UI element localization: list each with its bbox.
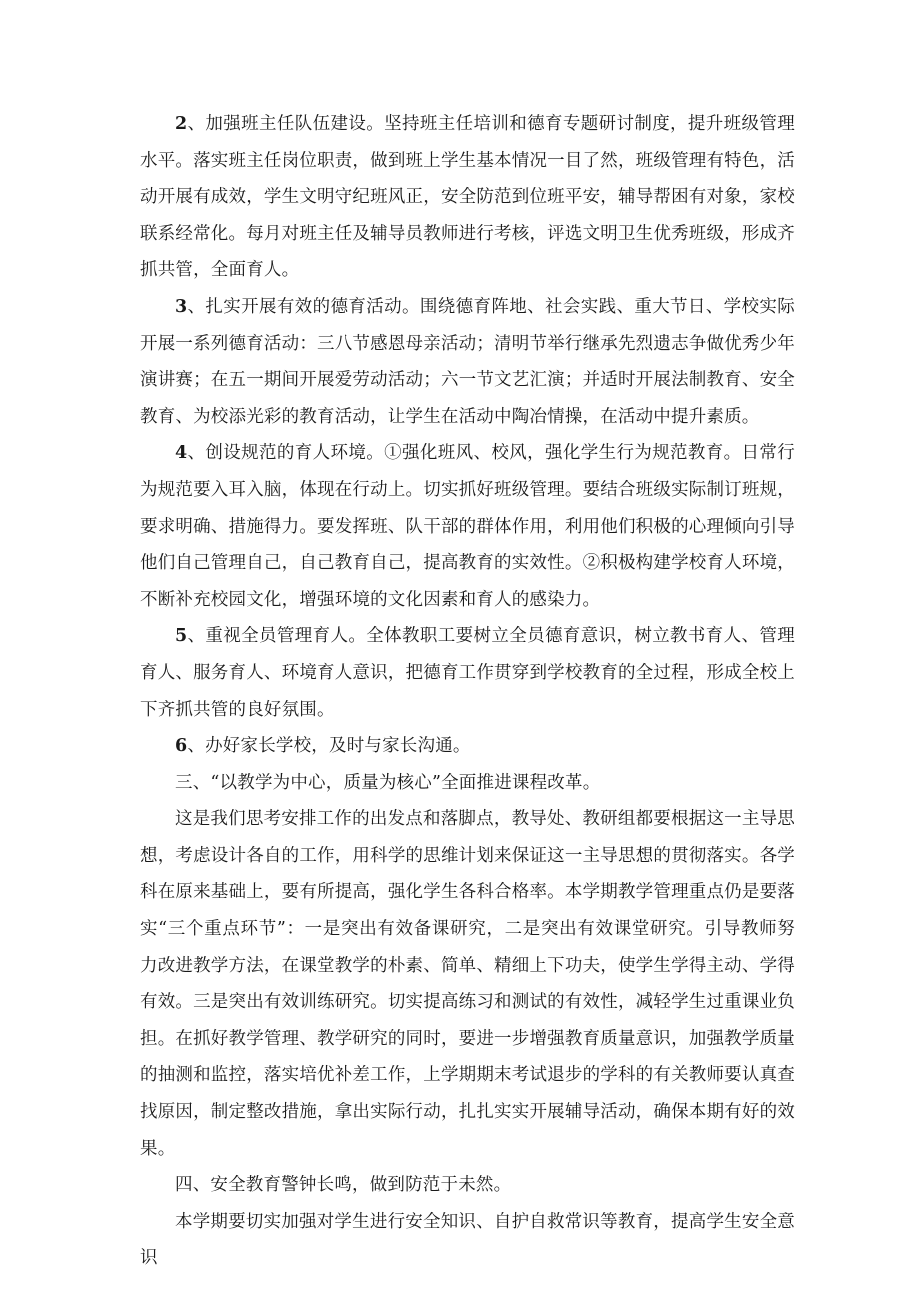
paragraph-safety	[140, 1204, 795, 1277]
item-number: 2	[175, 114, 188, 134]
paragraph-teaching	[140, 801, 795, 1167]
paragraph-text: 本学期要切实加强对学生进行安全知识、自护自救常识等教育，提高学生安全意识	[140, 1211, 795, 1269]
paragraph-text: 、扎实开展有效的德育活动。围绕德育阵地、社会实践、重大节日、学校实际开展一系列德育活动：三八节感恩母亲活动；清明节举行继承先烈遗志争做优秀少年演讲赛；在五一期间开展爱劳动活动；六一节文艺汇演；并适时开展法制教育、安全教育、为校添光彩的教育活动，让学生在活动中陶冶情操，在活动中提升素质。	[140, 296, 795, 427]
paragraph-environment	[140, 435, 795, 618]
paragraph-all-staff	[140, 618, 795, 728]
paragraph-text: 这是我们思考安排工作的出发点和落脚点，教导处、教研组都要根据这一主导思想，考虑设计各自的工作，用科学的思维计划来保证这一主导思想的贯彻落实。各学科在原来基础上，要有所提高，强化学生各科合格率。本学期教学管理重点仍是要落实“三个重点环节”：一是突出有效备课研究，二是突出有效课堂研究。引导教师努力改进教学方法，在课堂教学的朴素、简单、精细上下功夫，使学生学得主动、学得有效。三是突出有效训练研究。切实提高练习和测试的有效性，减轻学生过重课业负担。在抓好教学管理、教学研究的同时，要进一步增强教育质量意识，加强教学质量的抽测和监控，落实培优补差工作，上学期期末考试退步的学科的有关教师要认真查找原因，制定整改措施，拿出实际行动，扎扎实实开展辅导活动，确保本期有好的效果。	[140, 809, 795, 1159]
paragraph-class-teacher	[140, 106, 795, 289]
item-number: 5	[175, 626, 188, 647]
item-number: 4	[175, 443, 188, 464]
paragraph-parent-school	[140, 728, 795, 765]
paragraph-text: 、加强班主任队伍建设。坚持班主任培训和德育专题研讨制度，提升班级管理水平。落实班主任岗位职责，做到班上学生基本情况一目了然，班级管理有特色，活动开展有成效，学生文明守纪班风正，安全防范到位班平安，辅导帮困有对象，家校联系经常化。每月对班主任及辅导员教师进行考核，评选文明卫生优秀班级，形成齐抓共管，全面育人。	[140, 114, 795, 281]
paragraph-text: 、重视全员管理育人。全体教职工要树立全员德育意识，树立教书育人、管理育人、服务育人、环境育人意识，把德育工作贯穿到学校教育的全过程，形成全校上下齐抓共管的良好氛围。	[140, 626, 795, 720]
paragraph-text: 、创设规范的育人环境。①强化班风、校风，强化学生行为规范教育。日常行为规范要入耳入脑，体现在行动上。切实抓好班级管理。要结合班级实际制订班规，要求明确、措施得力。要发挥班、队干部的群体作用，利用他们积极的心理倾向引导他们自己管理自己，自己教育自己，提高教育的实效性。②积极构建学校育人环境，不断补充校园文化，增强环境的文化因素和育人的感染力。	[140, 443, 795, 610]
document-page	[140, 106, 795, 1277]
paragraph-text: 、办好家长学校，及时与家长沟通。	[187, 736, 471, 757]
item-number: 3	[175, 296, 188, 317]
section-heading-teaching	[140, 765, 795, 802]
heading-text: 四、安全教育警钟长鸣，做到防范于未然。	[175, 1175, 512, 1196]
section-heading-safety	[140, 1167, 795, 1204]
heading-text: 三、“以教学为中心，质量为核心”全面推进课程改革。	[175, 772, 601, 793]
item-number: 6	[175, 736, 188, 757]
paragraph-moral-activities	[140, 289, 795, 435]
